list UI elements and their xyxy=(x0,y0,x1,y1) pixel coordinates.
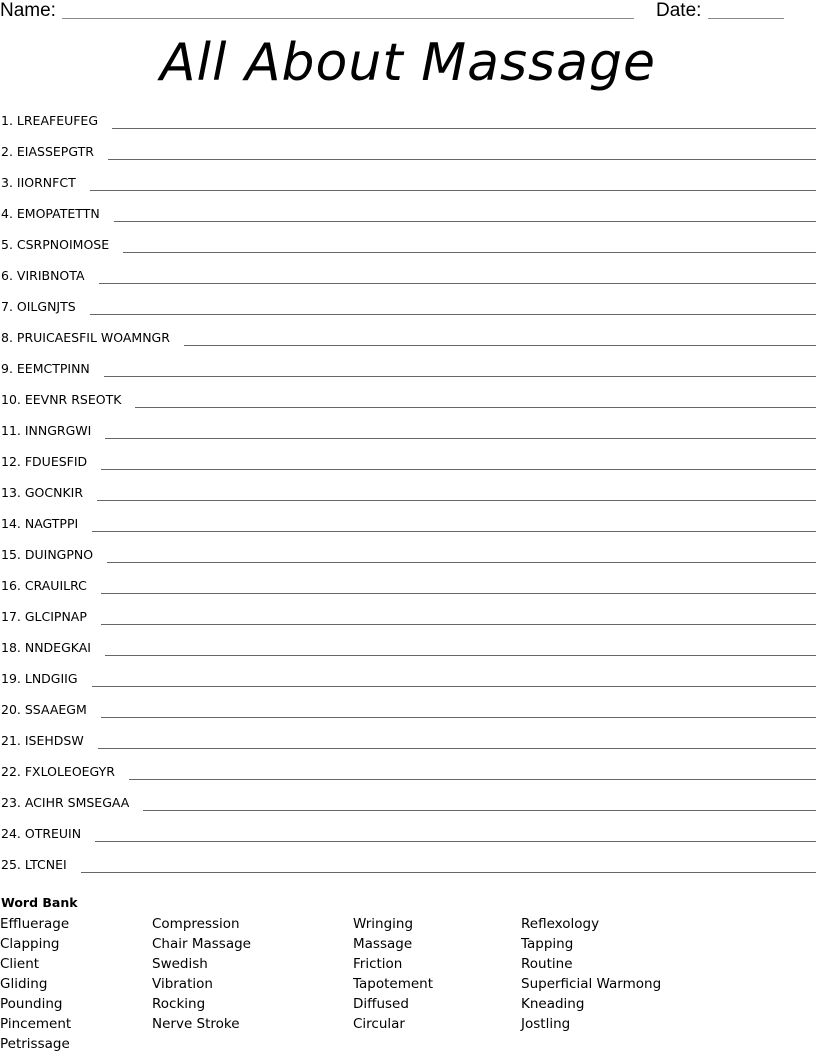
question-row xyxy=(0,205,816,236)
answer-line[interactable] xyxy=(105,655,816,656)
answer-line[interactable] xyxy=(107,562,816,563)
word-bank-item: Petrissage xyxy=(0,1036,70,1052)
answer-line[interactable] xyxy=(104,376,816,377)
name-field[interactable] xyxy=(62,18,634,19)
answer-line[interactable] xyxy=(101,717,816,718)
word-bank-column xyxy=(353,914,433,1034)
question-row xyxy=(0,763,816,794)
scrambled-word: 24. OTREUIN xyxy=(1,826,82,841)
word-bank-item: Massage xyxy=(353,936,413,952)
question-row xyxy=(0,112,816,143)
word-bank-item: Reflexology xyxy=(521,916,600,932)
question-row xyxy=(0,794,816,825)
question-row xyxy=(0,546,816,577)
answer-line[interactable] xyxy=(101,469,816,470)
question-row xyxy=(0,329,816,360)
scrambled-word: 6. VIRIBNOTA xyxy=(1,268,85,283)
answer-line[interactable] xyxy=(95,841,816,842)
question-row xyxy=(0,732,816,763)
word-bank-item: Tapotement xyxy=(353,976,434,992)
question-row xyxy=(0,422,816,453)
question-row xyxy=(0,267,816,298)
answer-line[interactable] xyxy=(108,159,816,160)
question-row xyxy=(0,391,816,422)
word-bank-item: Gliding xyxy=(0,976,48,992)
question-row xyxy=(0,825,816,856)
page-title: All About Massage xyxy=(159,33,657,93)
answer-line[interactable] xyxy=(101,593,816,594)
question-row xyxy=(0,639,816,670)
word-bank-item: Pincement xyxy=(0,1016,72,1032)
word-bank-column xyxy=(0,914,71,1054)
scrambled-word: 13. GOCNKIR xyxy=(1,485,84,500)
answer-line[interactable] xyxy=(90,314,816,315)
scrambled-word: 2. EIASSEPGTR xyxy=(1,144,94,159)
word-bank-item: Nerve Stroke xyxy=(152,1016,240,1032)
word-bank-item: Swedish xyxy=(152,956,208,972)
scrambled-word: 7. OILGNJTS xyxy=(1,299,76,314)
word-bank-item: Pounding xyxy=(0,996,63,1012)
question-row xyxy=(0,236,816,267)
answer-line[interactable] xyxy=(92,531,816,532)
scrambled-word: 9. EEMCTPINN xyxy=(1,361,90,376)
answer-line[interactable] xyxy=(98,748,816,749)
name-label: Name: xyxy=(0,0,56,21)
scrambled-word: 8. PRUICAESFIL WOAMNGR xyxy=(1,330,170,345)
word-bank-item: Tapping xyxy=(521,936,574,952)
answer-line[interactable] xyxy=(114,221,816,222)
word-bank-item: Vibration xyxy=(152,976,213,992)
answer-line[interactable] xyxy=(81,872,816,873)
word-bank-title: Word Bank xyxy=(1,895,78,910)
word-bank-item: Clapping xyxy=(0,936,60,952)
scrambled-word: 1. LREAFEUFEG xyxy=(1,113,99,128)
question-row xyxy=(0,515,816,546)
question-row xyxy=(0,143,816,174)
date-label: Date: xyxy=(656,0,702,21)
question-row xyxy=(0,608,816,639)
question-row xyxy=(0,174,816,205)
scrambled-word: 11. INNGRGWI xyxy=(1,423,92,438)
answer-line[interactable] xyxy=(92,686,816,687)
scrambled-word: 23. ACIHR SMSEGAA xyxy=(1,795,130,810)
scrambled-word: 12. FDUESFID xyxy=(1,454,88,469)
scrambled-word: 17. GLCIPNAP xyxy=(1,609,87,624)
scrambled-word: 4. EMOPATETTN xyxy=(1,206,100,221)
scrambled-word: 19. LNDGIIG xyxy=(1,671,78,686)
answer-line[interactable] xyxy=(129,779,816,780)
answer-line[interactable] xyxy=(143,810,816,811)
scrambled-word: 21. ISEHDSW xyxy=(1,733,84,748)
question-row xyxy=(0,298,816,329)
word-bank-item: Friction xyxy=(353,956,403,972)
word-bank-item: Circular xyxy=(353,1016,405,1032)
question-row xyxy=(0,577,816,608)
answer-line[interactable] xyxy=(101,624,816,625)
date-field[interactable] xyxy=(708,18,784,19)
scrambled-word: 20. SSAAEGM xyxy=(1,702,87,717)
scrambled-word: 25. LTCNEI xyxy=(1,857,67,872)
answer-line[interactable] xyxy=(105,438,816,439)
question-row xyxy=(0,484,816,515)
scrambled-word: 3. IIORNFCT xyxy=(1,175,76,190)
word-bank-item: Effluerage xyxy=(0,916,70,932)
scrambled-word: 15. DUINGPNO xyxy=(1,547,94,562)
answer-line[interactable] xyxy=(97,500,816,501)
scrambled-word: 18. NNDEGKAI xyxy=(1,640,91,655)
question-row xyxy=(0,701,816,732)
question-row xyxy=(0,856,816,887)
answer-line[interactable] xyxy=(184,345,816,346)
question-row xyxy=(0,360,816,391)
scrambled-word: 14. NAGTPPI xyxy=(1,516,79,531)
word-bank-column xyxy=(521,914,661,1034)
word-bank-item: Jostling xyxy=(521,1016,571,1032)
scrambled-word: 16. CRAUILRC xyxy=(1,578,87,593)
answer-line[interactable] xyxy=(123,252,816,253)
scrambled-word: 22. FXLOLEOEGYR xyxy=(1,764,115,779)
question-row xyxy=(0,453,816,484)
answer-line[interactable] xyxy=(99,283,816,284)
answer-line[interactable] xyxy=(135,407,816,408)
answer-line[interactable] xyxy=(112,128,816,129)
word-bank-column xyxy=(152,914,251,1034)
scrambled-word: 10. EEVNR RSEOTK xyxy=(1,392,122,407)
answer-line[interactable] xyxy=(90,190,816,191)
word-bank-item: Routine xyxy=(521,956,573,972)
word-bank-item: Diffused xyxy=(353,996,409,1012)
word-bank-item: Kneading xyxy=(521,996,585,1012)
word-bank-item: Chair Massage xyxy=(152,936,251,952)
word-bank-item: Superficial Warmong xyxy=(521,976,662,992)
question-list xyxy=(0,112,816,887)
question-row xyxy=(0,670,816,701)
word-bank-item: Compression xyxy=(152,916,240,932)
word-bank-item: Client xyxy=(0,956,40,972)
scrambled-word: 5. CSRPNOIMOSE xyxy=(1,237,110,252)
word-bank-item: Rocking xyxy=(152,996,206,1012)
word-bank-item: Wringing xyxy=(353,916,414,932)
header xyxy=(0,0,816,26)
